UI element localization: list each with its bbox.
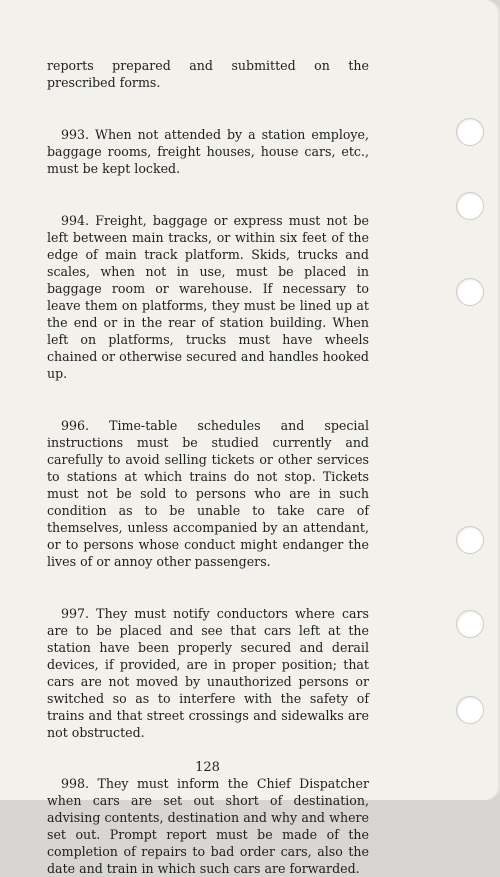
rule-996: 996. Time-table schedules and special instructions must be studied currently and carefully to avoid selling tickets or other services to stations at which trains do not stop. Tickets must not be sold to persons who are in such condition as to be unable to take care of themselves, unless accompanied by an attendant, or to persons whose conduct might endanger the lives of or annoy other passengers. (47, 418, 369, 569)
page-number: 128 (195, 760, 220, 775)
rule-997: 997. They must notify conductors where cars are to be placed and see that cars left at the station have been properly secured and derail devices, if provided, are in proper position; that cars are not moved by unauthorized persons or switched so as to interfere with the safety of trains and that street crossings and sidewalks are not obstructed. (47, 606, 369, 740)
rule-993: 993. When not attended by a station employe, baggage rooms, freight houses, house cars, etc., must be kept locked. (47, 127, 369, 176)
page-body (47, 57, 369, 877)
rule-994: 994. Freight, baggage or express must not be left between main tracks, or within six feet of the edge of main track platform. Skids, trucks and scales, when not in use, must be placed in baggage room or warehouse. If necessary to leave them on platforms, they must be lined up at the end or in the rear of station building. When left on platforms, trucks must have wheels chained or otherwise secured and handles hooked up. (47, 213, 369, 381)
paragraph-continuation: reports prepared and submitted on the prescribed forms. (47, 58, 369, 90)
binder-hole (456, 610, 484, 638)
binder-hole (456, 118, 484, 146)
binder-hole (456, 526, 484, 554)
rule-998: 998. They must inform the Chief Dispatcher when cars are set out short of destination, advising contents, destination and why and where set out. Prompt report must be made of the completion of repairs to bad order cars, also the date and train in which such cars are forwarded. (47, 776, 369, 876)
binder-hole (456, 192, 484, 220)
binder-hole (456, 278, 484, 306)
binder-hole (456, 696, 484, 724)
